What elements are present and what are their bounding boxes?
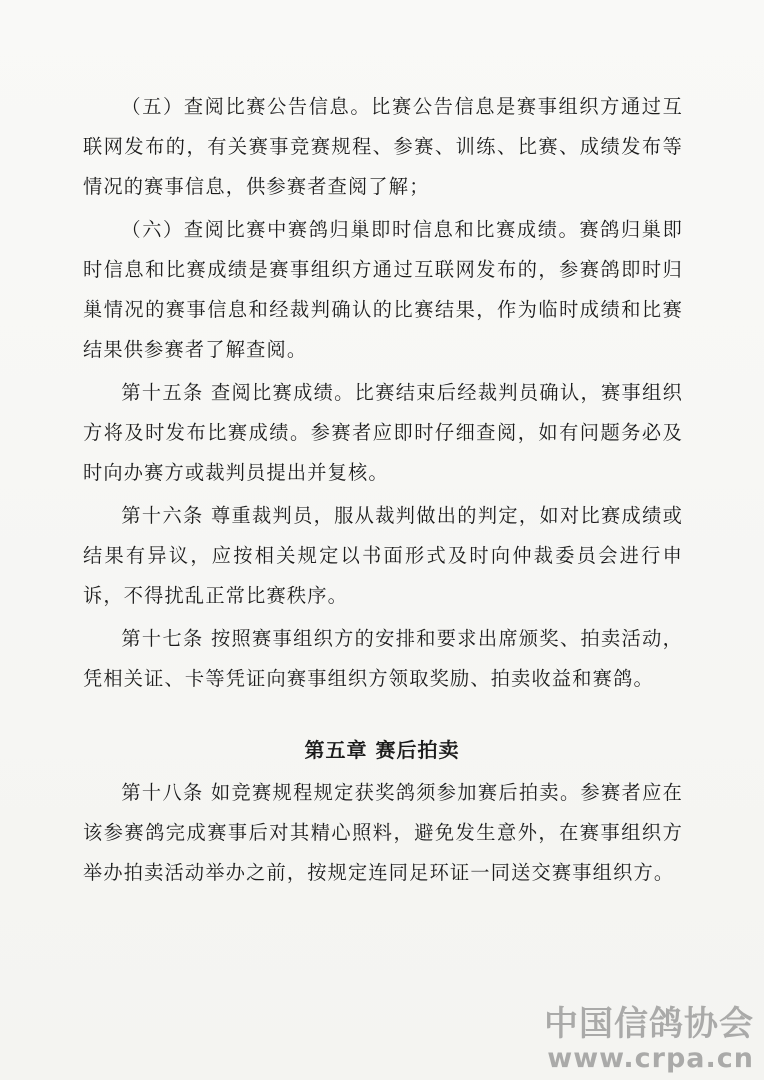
- article-body-top: [83, 87, 683, 702]
- chapter-heading: 第五章 赛后拍卖: [304, 738, 460, 762]
- watermark: [524, 1004, 754, 1074]
- paragraph-article-18: 第十八条 如竞赛规程规定获奖鸽须参加赛后拍卖。参赛者应在该参赛鸽完成赛事后对其精心照料，避免发生意外，在赛事组织方举办拍卖活动举办之前，按规定连同足环证一同送交赛事组织方。: [83, 781, 683, 884]
- paragraph-item-5: （五）查阅比赛公告信息。比赛公告信息是赛事组织方通过互联网发布的，有关赛事竞赛规程、参赛、训练、比赛、成绩发布等情况的赛事信息，供参赛者查阅了解；: [83, 95, 683, 198]
- paragraph-article-16: 第十六条 尊重裁判员，服从裁判做出的判定，如对比赛成绩或结果有异议，应按相关规定以书面形式及时向仲裁委员会进行申诉，不得扰乱正常比赛秩序。: [83, 504, 683, 607]
- paragraph-article-17: 第十七条 按照赛事组织方的安排和要求出席颁奖、拍卖活动，凭相关证、卡等凭证向赛事组织方领取奖励、拍卖收益和赛鸽。: [83, 627, 683, 690]
- article-body-bottom: [83, 773, 683, 896]
- paragraph-article-15: 第十五条 查阅比赛成绩。比赛结束后经裁判员确认，赛事组织方将及时发布比赛成绩。参赛者应即时仔细查阅，如有问题务必及时向办赛方或裁判员提出并复核。: [83, 381, 683, 484]
- paragraph-item-6: （六）查阅比赛中赛鸽归巢即时信息和比赛成绩。赛鸽归巢即时信息和比赛成绩是赛事组织方通过互联网发布的，参赛鸽即时归巢情况的赛事信息和经裁判确认的比赛结果，作为临时成绩和比赛结果供参赛者了解查阅。: [83, 218, 683, 361]
- watermark-url: www.crpa.cn: [547, 1043, 754, 1074]
- watermark-name: 中国信鸽协会: [544, 1004, 754, 1044]
